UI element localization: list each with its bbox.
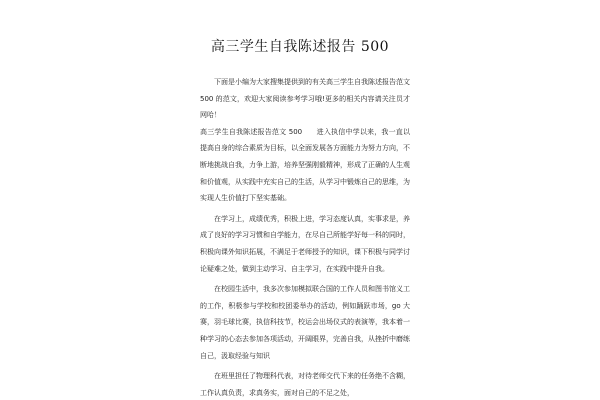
report-opening-paragraph: 高三学生自我陈述报告范文 500 进入执信中学以来，我一直以提高自身的综合素质为目标，以全面发展各方面能力为努力方向，不断地挑战自我，力争上游，培养坚强刚毅精神，形成了正确的人生观和价值观，从实践中充实自己的生活，从学习中锻炼自己的思维，为实现人生价值打下坚实基础。 (200, 127, 410, 203)
document-body (200, 74, 410, 400)
study-paragraph: 在学习上，成绩优秀，积极上进，学习态度认真，实事求是，养成了良好的学习习惯和自学能力，在尽自己所能学好每一科的同时，积极向课外知识拓展，不满足于老师授予的知识，课下积极与同学讨论疑难之处，做到主动学习、自主学习，在实践中提升自我。 (200, 214, 410, 273)
class-duty-paragraph: 在班里担任了物理科代表，对待老师交代下来的任务绝不含糊，工作认真负责，求真务实，面对自己的不足之处， (200, 372, 410, 397)
document-title: 高三学生自我陈述报告 500 (210, 39, 390, 55)
campus-life-paragraph: 在校园生活中，我多次参加模拟联合国的工作人员和图书馆义工的工作，积极参与学校和校团委举办的活动，例如踊跃市场，go 大赛，羽毛球比赛，执信科技节，校运会出场仪式的表演等，我本着一种学习的心态去参加各项活动，开阔眼界，完善自我，从挫折中磨练自己，汲取经验与知识 (200, 285, 410, 360)
intro-paragraph: 下面是小编为大家搜集提供到的有关高三学生自我陈述报告范文 500 的范文，欢迎大家阅读参考学习哦!更多的相关内容请关注员才网哈！ (200, 78, 410, 120)
